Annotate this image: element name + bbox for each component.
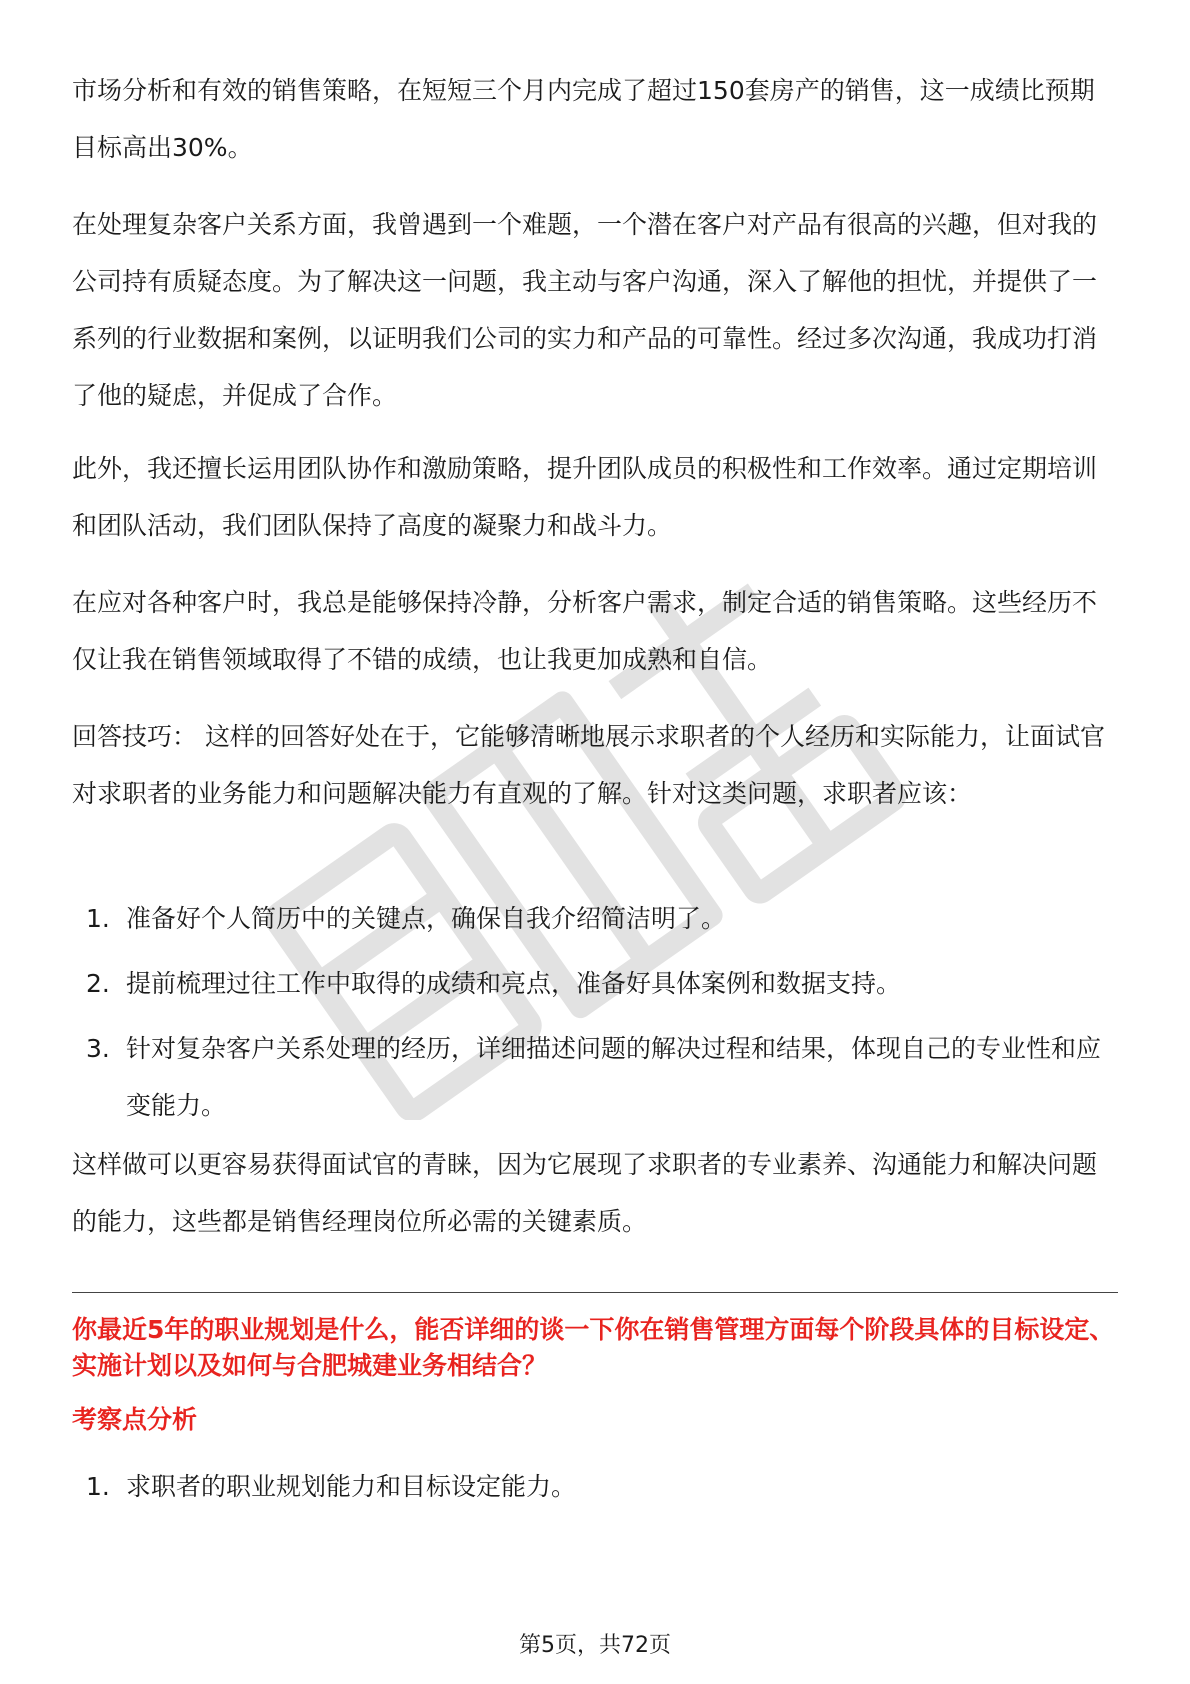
paragraph-closing: 这样做可以更容易获得面试官的青睐，因为它展现了求职者的专业素养、沟通能力和解决问题的能力，这些都是销售经理岗位所必需的关键素质。 [72,1150,1098,1236]
list-item-text: 求职者的职业规划能力和目标设定能力。 [126,1472,577,1501]
list-item-text: 针对复杂客户关系处理的经历，详细描述问题的解决过程和结果，体现自己的专业性和应变能力。 [126,1034,1102,1120]
page-footer: 第5页，共72页 [519,1633,671,1658]
paragraph-teamwork: 此外，我还擅长运用团队协作和激励策略，提升团队成员的积极性和工作效率。通过定期培训和团队活动，我们团队保持了高度的凝聚力和战斗力。 [72,454,1098,540]
analysis-list [72,1458,1118,1523]
list-item-text: 提前梳理过往工作中取得的成绩和亮点，准备好具体案例和数据支持。 [126,969,902,998]
list-item [72,955,1118,1012]
list-item [72,1458,1118,1515]
paragraph-composure: 在应对各种客户时，我总是能够保持冷静，分析客户需求，制定合适的销售策略。这些经历不仅让我在销售领域取得了不错的成绩，也让我更加成熟和自信。 [72,588,1098,674]
paragraph-answer-tips: 回答技巧： 这样的回答好处在于，它能够清晰地展示求职者的个人经历和实际能力，让面试官对求职者的业务能力和问题解决能力有直观的了解。针对这类问题，求职者应该： [72,722,1105,808]
analysis-heading: 考察点分析 [72,1405,198,1434]
list-item [72,890,1118,947]
list-number: 2. [86,969,110,998]
list-number: 1. [86,1472,110,1501]
question-heading: 你最近5年的职业规划是什么，能否详细的谈一下你在销售管理方面每个阶段具体的目标设定、实施计划以及如何与合肥城建业务相结合？ [72,1315,1115,1380]
list-item-text: 准备好个人简历中的关键点，确保自我介绍简洁明了。 [126,904,727,933]
section-divider [72,1292,1118,1293]
list-number: 3. [86,1034,110,1063]
list-number: 1. [86,904,110,933]
paragraph-achievement: 市场分析和有效的销售策略，在短短三个月内完成了超过150套房产的销售，这一成绩比预期目标高出30%。 [72,76,1095,162]
tips-list [72,890,1118,1142]
list-item [72,1020,1118,1134]
paragraph-client-relations: 在处理复杂客户关系方面，我曾遇到一个难题，一个潜在客户对产品有很高的兴趣，但对我的公司持有质疑态度。为了解决这一问题，我主动与客户沟通，深入了解他的担忧，并提供了一系列的行业数据和案例，以证明我们公司的实力和产品的可靠性。经过多次沟通，我成功打消了他的疑虑，并促成了合作。 [72,210,1098,410]
